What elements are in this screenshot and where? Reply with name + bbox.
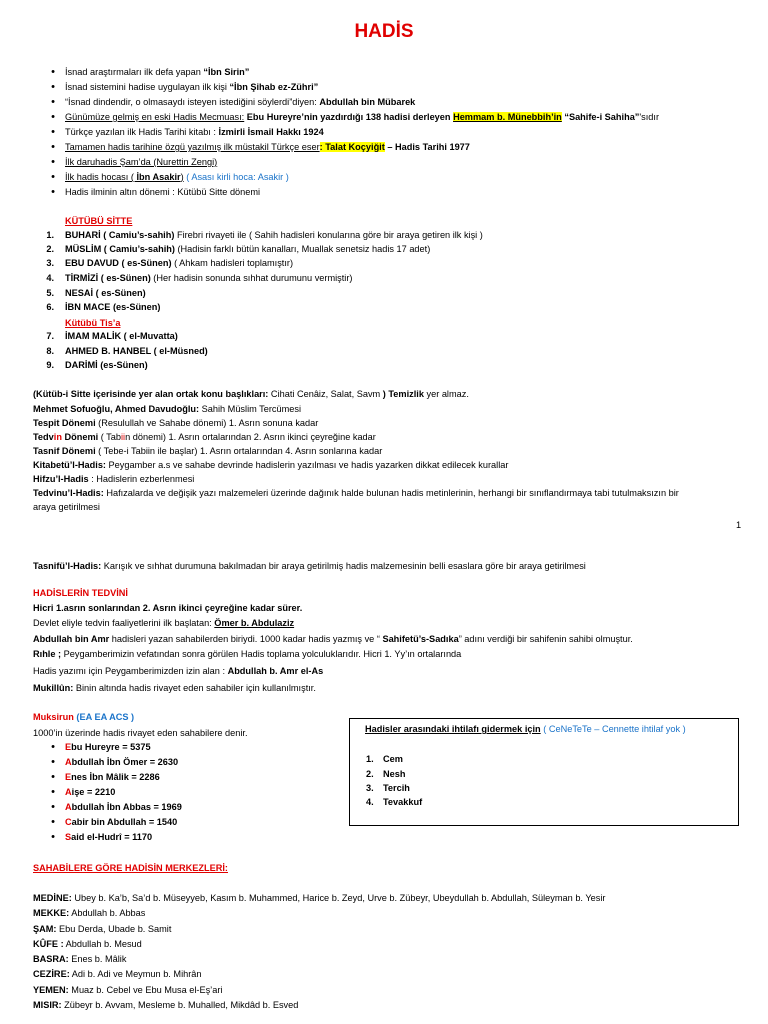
bullet-dot — [48, 757, 58, 769]
text-run: ( Tab — [98, 432, 121, 442]
tedvin-line — [33, 634, 633, 646]
text-run: BUHARİ ( Camiu’s-sahih) — [65, 230, 175, 240]
text-run: araya getirilmesi — [33, 502, 100, 512]
text-run: İBN MACE (es-Sünen) — [65, 302, 161, 312]
text-run: Firebri rivayeti ile ( Sahih hadisleri konularına göre bir araya getiren ilk kişi ) — [174, 230, 483, 240]
text-run: İlk hadis hocası ( — [65, 172, 137, 182]
merkez-names: Ubey b. Ka’b, Sa’d b. Müseyyeb, Kasım b. Muhammed, Harice b. Zeyd, Urve b. Zübeyr, Ubeydullah b. Abdullah, Süleyman b. Yesir — [71, 893, 606, 903]
text-run: (Resulullah ve Sahabe dönemi) 1. Asrın sonuna kadar — [95, 418, 319, 428]
text-run: Hemmam b. Münebbih’in — [453, 112, 562, 122]
list-item — [65, 244, 430, 256]
ihtilaf-number: 4. — [366, 797, 374, 807]
merkez-names: Muaz b. Cebel ve Ebu Musa el-Eş’ari — [68, 985, 223, 995]
definition-line — [33, 432, 376, 444]
muksirun-initial: E — [65, 742, 72, 752]
merkez-names: Adi b. Adi ve Meymun b. Mihrân — [69, 969, 202, 979]
muksirun-initial: A — [65, 802, 72, 812]
text-run: Türkçe yazılan ilk Hadis Tarihi kitabı : — [65, 127, 219, 137]
bullet-item — [65, 187, 260, 199]
merkez-line — [33, 985, 222, 997]
bullet-item — [65, 67, 249, 79]
text-run: ii — [121, 432, 126, 442]
list-item — [65, 360, 148, 372]
text-run: Devlet eliyle tedvin faaliyetlerini ilk başlatan: — [33, 618, 215, 628]
list-number: 2. — [46, 244, 54, 254]
merkez-city: KÛFE : — [33, 939, 64, 949]
merkez-city: YEMEN: — [33, 985, 69, 995]
bullet-item — [65, 142, 470, 154]
text-run: ” adını verdiği bir sahifenin sahibi olmuştur. — [458, 634, 633, 644]
text-run: İzmirli İsmail Hakkı 1924 — [218, 127, 324, 137]
list-item — [65, 288, 146, 300]
merkezler-heading: SAHABİLERE GÖRE HADİSİN MERKEZLERİ: — [33, 863, 228, 873]
ihtilaf-item: Nesh — [383, 769, 406, 779]
muksirun-heading: Muksirun — [33, 712, 74, 722]
text-run: n dönemi) 1. Asrın ortalarından 2. Asrın ikinci çeyreğine kadar — [125, 432, 376, 442]
merkez-line — [33, 1000, 298, 1012]
tedvin-line — [33, 603, 302, 615]
text-run: Tespit Dönemi — [33, 418, 96, 428]
bullet-dot — [48, 772, 58, 784]
merkez-names: Zübeyr b. Avvam, Mesleme b. Muhalled, Mikdâd b. Esved — [61, 1000, 299, 1010]
text-run: hadisleri yazan sahabilerden biriydi. 1000 kadar hadis yazmış ve “ — [109, 634, 383, 644]
text-run: Tasnif Dönemi — [33, 446, 96, 456]
text-run: (Kütüb-i Sitte içerisinde yer alan ortak konu başlıkları: — [33, 389, 269, 399]
bullet-dot — [48, 832, 58, 844]
merkez-city: BASRA: — [33, 954, 69, 964]
bullet-item — [65, 172, 289, 184]
muksirun-name: işe = 2210 — [71, 787, 116, 797]
ihtilaf-number: 1. — [366, 754, 374, 764]
bullet-dot — [48, 817, 58, 829]
definition-line — [33, 418, 318, 430]
muksirun-initial: A — [65, 787, 72, 797]
definition-line — [33, 488, 679, 500]
page-title: HADİS — [354, 21, 414, 42]
text-run: Hadis ilminin altın dönemi : Kütübü Sitte dönemi — [65, 187, 261, 197]
muksirun-item — [65, 787, 115, 799]
muksirun-name: abir bin Abdullah = 1540 — [71, 817, 178, 827]
text-run: MÜSLİM ( Camiu’s-sahih) — [65, 244, 175, 254]
ihtilaf-item: Tevakkuf — [383, 797, 423, 807]
list-item — [65, 258, 293, 270]
bullet-dot — [48, 157, 58, 169]
merkez-city: ŞAM: — [33, 924, 57, 934]
text-run: Tedv — [33, 432, 54, 442]
text-run: – Hadis Tarihi 1977 — [384, 142, 470, 152]
text-run: Tasnifü’l-Hadis: — [33, 561, 102, 571]
text-run: ) Temizlik — [382, 389, 424, 399]
text-run: (Her hadisin sonunda sıhhat durumunu vermiştir) — [150, 273, 353, 283]
definition-line — [33, 404, 301, 416]
merkez-names: Abdullah b. Mesud — [63, 939, 142, 949]
text-run: Ömer b. Abdulaziz — [214, 618, 295, 628]
tedvin-line — [33, 683, 316, 695]
bullet-item — [65, 112, 659, 124]
text-run: Tedvinu’l-Hadis: — [33, 488, 104, 498]
text-run: Sahih Müslim Tercümesi — [199, 404, 302, 414]
list-number: 4. — [46, 273, 54, 283]
bullet-item — [65, 97, 415, 109]
definition-line — [33, 460, 508, 472]
merkez-city: MISIR: — [33, 1000, 62, 1010]
text-run: Hicri 1.asrın sonlarından 2. Asrın ikinci çeyreğine kadar sürer. — [33, 603, 303, 613]
merkez-names: Abdullah b. Abbas — [69, 908, 146, 918]
text-run: “İsnad dindendir, o olmasaydı isteyen istediğini söylerdi”diyen: — [65, 97, 320, 107]
muksirun-heading-line — [33, 712, 134, 724]
text-run: ( Tebe-i Tabiin ile başlar) 1. Asrın ortalarından 4. Asrın sonlarına kadar — [95, 446, 383, 456]
text-run: Peygamberimizin vefatından sonra görülen Hadis toplama yolculuklarıdır. Hicri 1. Yy’ın ortalarında — [61, 649, 462, 659]
text-run: İsnad araştırmaları ilk defa yapan — [65, 67, 204, 77]
bullet-dot — [48, 127, 58, 139]
bullet-dot — [48, 67, 58, 79]
tedvin-line — [33, 618, 294, 630]
text-run: Hifzu’l-Hadis — [33, 474, 89, 484]
muksirun-name: aid el-Hudrî = 1170 — [71, 832, 153, 842]
merkez-line — [33, 969, 202, 981]
kutubu-sitte-heading: KÜTÜBÜ SİTTE — [65, 216, 133, 226]
text-run: Abdullah b. Amr el-As — [227, 666, 324, 676]
muksirun-item — [65, 772, 160, 784]
text-run: AHMED B. HANBEL ( el-Müsned) — [65, 346, 208, 356]
merkez-names: Enes b. Mâlik — [68, 954, 127, 964]
bullet-item — [65, 127, 324, 139]
definition-line — [33, 474, 194, 486]
muksirun-initial: A — [65, 757, 72, 767]
list-number: 9. — [46, 360, 54, 370]
text-run: in — [53, 432, 62, 442]
list-number: 5. — [46, 288, 54, 298]
text-run: Hafızalarda ve değişik yazı malzemeleri üzerinde dağınık halde bulunan hadis metinlerinin, herhangi bir sınıflandırmaya tabi tutulmaksızın bir — [103, 488, 679, 498]
muksirun-name: nes İbn Mâlik = 2286 — [71, 772, 160, 782]
text-run: Mukillûn: — [33, 683, 74, 693]
merkez-line — [33, 939, 142, 951]
text-run: : Talat Koçyiğit — [319, 142, 385, 152]
ihtilaf-heading: Hadisler arasındaki ihtilafı gidermek için — [365, 724, 541, 734]
text-run: (Hadisin farklı bütün kanalları, Muallak senetsiz hadis 17 adet) — [174, 244, 431, 254]
merkez-city: MEKKE: — [33, 908, 70, 918]
muksirun-initial: S — [65, 832, 72, 842]
muksirun-item — [65, 802, 182, 814]
text-run: İMAM MALİK ( el-Muvatta) — [65, 331, 178, 341]
bullet-dot — [48, 742, 58, 754]
text-run: Abdullah bin Amr — [33, 634, 110, 644]
text-run: Peygamber a.s ve sahabe devrinde hadislerin yazılması ve hadis yazarken dikkat edilecek kurallar — [106, 460, 509, 470]
kutubu-tisa-heading: Kütübü Tis’a — [65, 318, 121, 328]
merkez-line — [33, 893, 605, 905]
text-run: NESAİ ( es-Sünen) — [65, 288, 146, 298]
list-number: 1. — [46, 230, 54, 240]
list-item — [65, 230, 483, 242]
muksirun-name: bu Hureyre = 5375 — [71, 742, 151, 752]
text-run: Sahifetü’s-Sadıka — [382, 634, 459, 644]
tedvin-line — [33, 649, 461, 661]
text-run: Cihati Cenâiz, Salat, Savm — [268, 389, 383, 399]
page-number: 1 — [736, 520, 742, 530]
list-item — [65, 346, 208, 358]
bullet-dot — [48, 172, 58, 184]
text-run: “İbn Şihab ez-Zühri” — [229, 82, 319, 92]
text-run: Hadis yazımı için Peygamberimizden izin alan : — [33, 666, 228, 676]
text-run: ) — [180, 172, 184, 182]
bullet-item — [65, 82, 318, 94]
bullet-dot — [48, 97, 58, 109]
text-run: TİRMİZİ ( es-Sünen) — [65, 273, 151, 283]
text-run: Kitabetü’l-Hadis: — [33, 460, 106, 470]
definition-line — [33, 389, 469, 401]
muksirun-item — [65, 817, 177, 829]
muksirun-code: (EA EA ACS ) — [76, 712, 135, 722]
text-run: ( Ahkam hadisleri toplamıştır) — [171, 258, 294, 268]
ihtilaf-box — [349, 718, 739, 826]
definition-line — [33, 502, 100, 514]
list-item — [65, 331, 178, 343]
list-item — [65, 302, 160, 314]
list-number: 6. — [46, 302, 54, 312]
tasnif-line — [33, 561, 586, 573]
text-run: Ebu Hureyre’nin yazdırdığı 138 hadisi derleyen — [244, 112, 454, 122]
muksirun-desc: 1000’in üzerinde hadis rivayet eden sahabilere denir. — [33, 728, 248, 738]
merkez-line — [33, 908, 145, 920]
ihtilaf-item: Cem — [383, 754, 403, 764]
text-run: Abdullah bin Mübarek — [319, 97, 416, 107]
ihtilaf-heading-line — [365, 724, 686, 736]
ihtilaf-item: Tercih — [383, 783, 410, 793]
bullet-dot — [48, 112, 58, 124]
text-run: Binin altında hadis rivayet eden sahabiler için kullanılmıştır. — [73, 683, 316, 693]
ihtilaf-mnemonic: ( CeNeTeTe – Cennette ihtilaf yok ) — [543, 724, 686, 734]
text-run: ( Asası kirli hoca: Asakir ) — [183, 172, 289, 182]
text-run: Tamamen hadis tarihine özgü yazılmış ilk müstakil Türkçe eser — [65, 142, 320, 152]
text-run: “Sahife-i Sahiha” — [561, 112, 640, 122]
muksirun-name: bdullah İbn Ömer = 2630 — [71, 757, 179, 767]
list-number: 8. — [46, 346, 54, 356]
merkez-line — [33, 954, 126, 966]
text-run: Mehmet Sofuoğlu, Ahmed Davudoğlu: — [33, 404, 200, 414]
text-run: Karışık ve sıhhat durumuna bakılmadan bir araya getirilmiş hadis malzemesinin belli esaslara göre bir araya getirilmesi — [101, 561, 586, 571]
bullet-dot — [48, 787, 58, 799]
merkez-city: MEDİNE: — [33, 893, 72, 903]
text-run: DARİMİ (es-Sünen) — [65, 360, 148, 370]
list-number: 7. — [46, 331, 54, 341]
merkez-names: Ebu Derda, Ubade b. Samit — [56, 924, 172, 934]
definition-line — [33, 446, 382, 458]
list-item — [65, 273, 352, 285]
bullet-dot — [48, 802, 58, 814]
merkez-city: CEZİRE: — [33, 969, 70, 979]
bullet-dot — [48, 187, 58, 199]
bullet-dot — [48, 142, 58, 154]
text-run: İlk daruhadis Şam’da (Nurettin Zengi) — [65, 157, 218, 167]
text-run: Dönemi — [61, 432, 99, 442]
muksirun-name: bdullah İbn Abbas = 1969 — [71, 802, 182, 812]
muksirun-item — [65, 757, 178, 769]
text-run: EBU DAVUD ( es-Sünen) — [65, 258, 172, 268]
ihtilaf-number: 3. — [366, 783, 374, 793]
muksirun-initial: C — [65, 817, 72, 827]
tedvin-line — [33, 666, 323, 678]
merkez-line — [33, 924, 171, 936]
muksirun-item — [65, 832, 152, 844]
bullet-item — [65, 157, 217, 169]
text-run: yer almaz. — [423, 389, 469, 399]
text-run: İbn Asakir — [136, 172, 181, 182]
text-run: Rıhle ; — [33, 649, 62, 659]
ihtilaf-number: 2. — [366, 769, 374, 779]
muksirun-initial: E — [65, 772, 72, 782]
text-run: İsnad sistemini hadise uygulayan ilk kişi — [65, 82, 230, 92]
list-number: 3. — [46, 258, 54, 268]
bullet-dot — [48, 82, 58, 94]
text-run: “İbn Sirin” — [203, 67, 250, 77]
text-run: Günümüze gelmiş en eski Hadis Mecmuası: — [65, 112, 245, 122]
text-run: : Hadislerin ezberlenmesi — [88, 474, 195, 484]
tedvini-heading: HADİSLERİN TEDVİNİ — [33, 588, 128, 598]
text-run: 'sıdır — [639, 112, 660, 122]
muksirun-item — [65, 742, 151, 754]
